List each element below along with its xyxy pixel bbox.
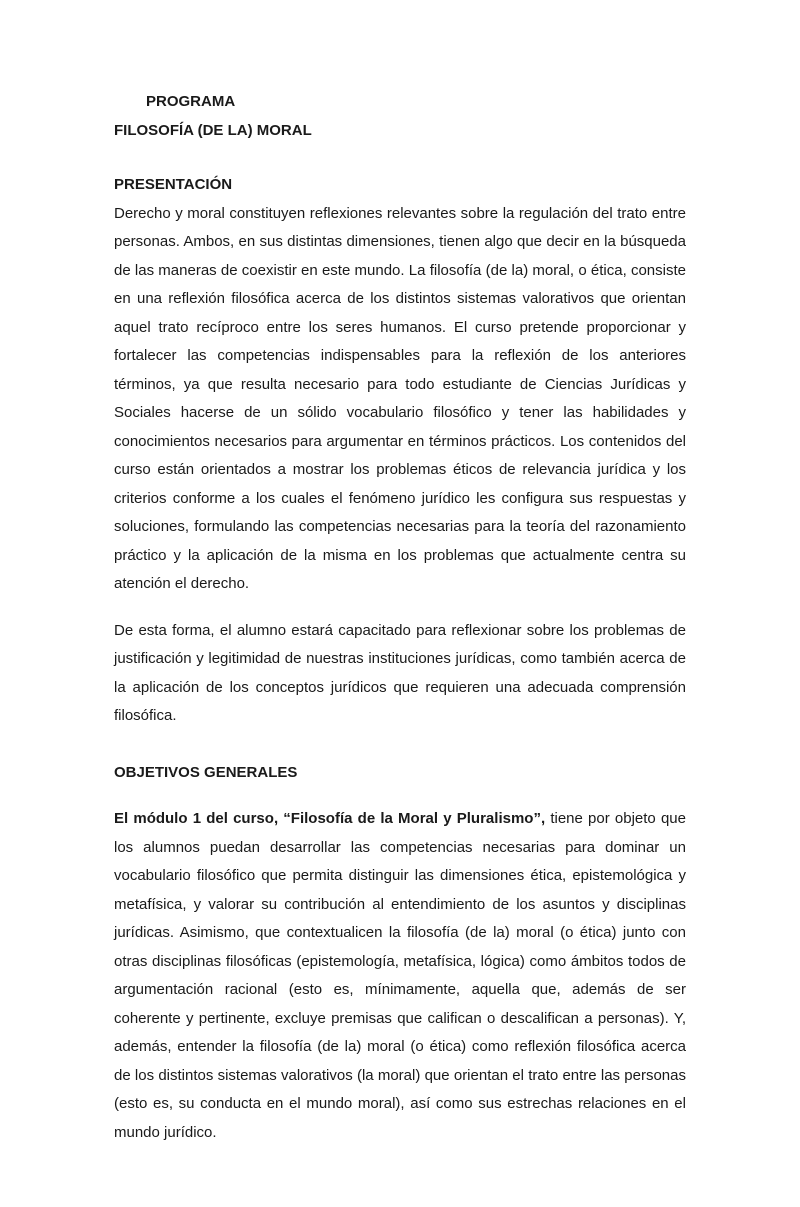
paragraph-objetivos-1-body: tiene por objeto que los alumnos puedan desarrollar las competencias necesarias para dominar un vocabulario filosófico que permita distinguir las dimensiones ética, epistemológica y metafísica, y valorar su contribución al entendimiento de los asuntos y disciplinas jurídicas. Asimismo, que contextualicen la filosofía (de la) moral (o ética) junto con otras disciplinas filosóficas (epistemología, metafísica, lógica) como ámbitos todos de argumentación racional (esto es, mínimamente, aquella que, además de ser coherente y pertinente, excluye premisas que califican o descalifican a personas). Y, además, entender la filosofía (de la) moral (o ética) como reflexión filosófica acerca de los distintos sistemas valorativos (la moral) que orientan el trato entre las personas (esto es, su conducta en el mundo moral), así como sus estrechas relaciones en el mundo jurídico. (114, 810, 686, 1141)
document-title: FILOSOFÍA (DE LA) MORAL (114, 121, 312, 139)
paragraph-presentacion-2: De esta forma, el alumno estará capacitado para reflexionar sobre los problemas de justificación y legitimidad de nuestras instituciones jurídicas, como también acerca de la aplicación de los conceptos jurídicos que requieren una adecuada comprensión filosófica. (114, 621, 686, 724)
document-kicker: PROGRAMA (146, 93, 236, 110)
section-heading-objetivos-generales: OBJETIVOS GENERALES (114, 763, 298, 781)
paragraph-presentacion-1: Derecho y moral constituyen reflexiones relevantes sobre la regulación del trato entre personas. Ambos, en sus distintas dimensiones, tienen algo que decir en la búsqueda de las maneras de coexistir en este mundo. La filosofía (de la) moral, o ética, consiste en una reflexión filosófica acerca de los distintos sistemas valorativos que orientan aquel trato recíproco entre los seres humanos. El curso pretende proporcionar y fortalecer las competencias indispensables para la reflexión de los anteriores términos, ya que resulta necesario para todo estudiante de Ciencias Jurídicas y Sociales hacerse de un sólido vocabulario filosófico y tener las habilidades y conocimientos necesarios para argumentar en términos prácticos. Los contenidos del curso están orientados a mostrar los problemas éticos de relevancia jurídica y los criterios conforme a los cuales el fenómeno jurídico les configura sus respuestas y soluciones, formulando las competencias necesarias para la teoría del razonamiento práctico y la aplicación de la misma en los problemas que actualmente centra su atención el derecho. (114, 204, 686, 592)
section-heading-presentacion: PRESENTACIÓN (114, 176, 233, 193)
paragraph-objetivos-1-bold-lead: El módulo 1 del curso, “Filosofía de la Moral y Pluralismo”, (114, 810, 546, 827)
paragraph-objetivos-1 (114, 805, 686, 1147)
